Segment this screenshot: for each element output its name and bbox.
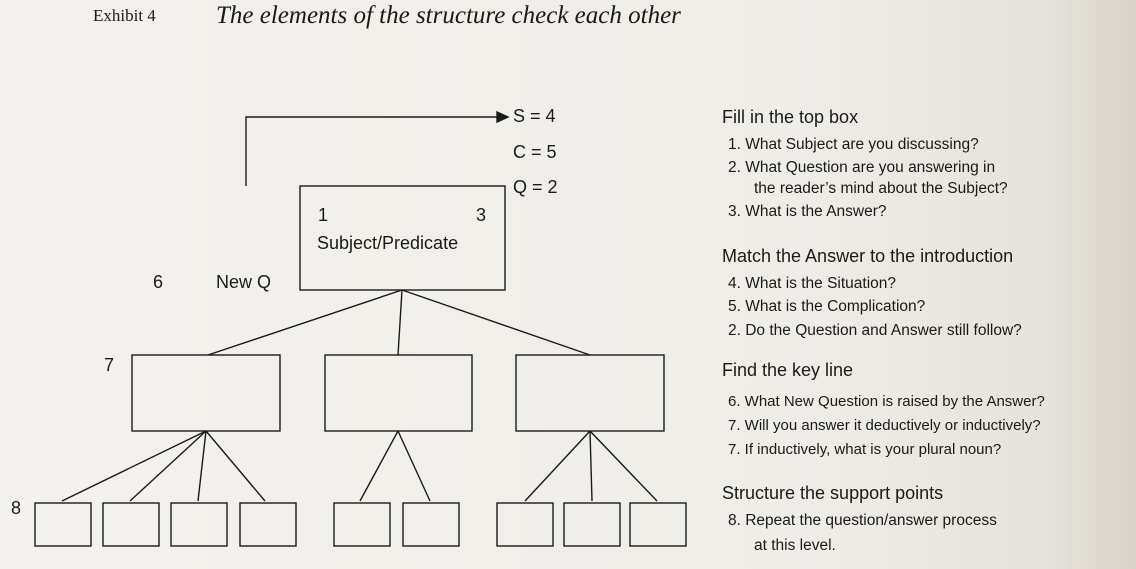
support-box-7 (497, 503, 553, 546)
new-q-number: 6 (153, 272, 164, 292)
step-item: 1. What Subject are you discussing? (728, 136, 979, 153)
step-item: 2. What Question are you answering in (728, 159, 996, 176)
feedback-arrow-line (246, 117, 497, 186)
arrow-head-icon (497, 112, 508, 122)
key-line-box-1 (132, 355, 280, 431)
step-item: 6. What New Question is raised by the Answer? (728, 393, 1045, 410)
section-heading-key-line: Find the key line (722, 360, 854, 380)
exhibit-label: Exhibit 4 (93, 6, 156, 25)
step-item: at this level. (754, 537, 836, 554)
level-8-label: 8 (11, 498, 22, 518)
support-box-2 (103, 503, 159, 546)
step-item: 7. Will you answer it deductively or inductively? (728, 417, 1041, 434)
support-box-8 (564, 503, 620, 546)
step-item: 5. What is the Complication? (728, 298, 926, 315)
support-box-9 (630, 503, 686, 546)
top-box-text: Subject/Predicate (317, 233, 459, 253)
new-q-label: New Q (216, 272, 272, 292)
top-box-number-3: 3 (476, 205, 487, 225)
step-item: the reader’s mind about the Subject? (754, 180, 1008, 197)
support-box-6 (403, 503, 459, 546)
step-item: 4. What is the Situation? (728, 275, 897, 292)
level-7-label: 7 (104, 355, 115, 375)
step-item: 3. What is the Answer? (728, 203, 887, 220)
page-title: The elements of the structure check each other (216, 2, 681, 29)
support-box-3 (171, 503, 227, 546)
support-box-1 (35, 503, 91, 546)
support-box-4 (240, 503, 296, 546)
c-label: C = 5 (513, 142, 557, 162)
key-line-box-3 (516, 355, 664, 431)
section-heading-fill-top-box: Fill in the top box (722, 107, 859, 127)
key-line-box-2 (325, 355, 472, 431)
step-item: 2. Do the Question and Answer still follow? (728, 322, 1022, 339)
s-label: S = 4 (513, 106, 556, 126)
section-heading-support-points: Structure the support points (722, 483, 944, 503)
q-label: Q = 2 (513, 177, 558, 197)
section-heading-match-answer: Match the Answer to the introduction (722, 246, 1014, 266)
top-box-number-1: 1 (318, 205, 329, 225)
support-box-5 (334, 503, 390, 546)
step-item: 8. Repeat the question/answer process (728, 512, 997, 529)
step-item: 7. If inductively, what is your plural noun? (728, 441, 1002, 458)
